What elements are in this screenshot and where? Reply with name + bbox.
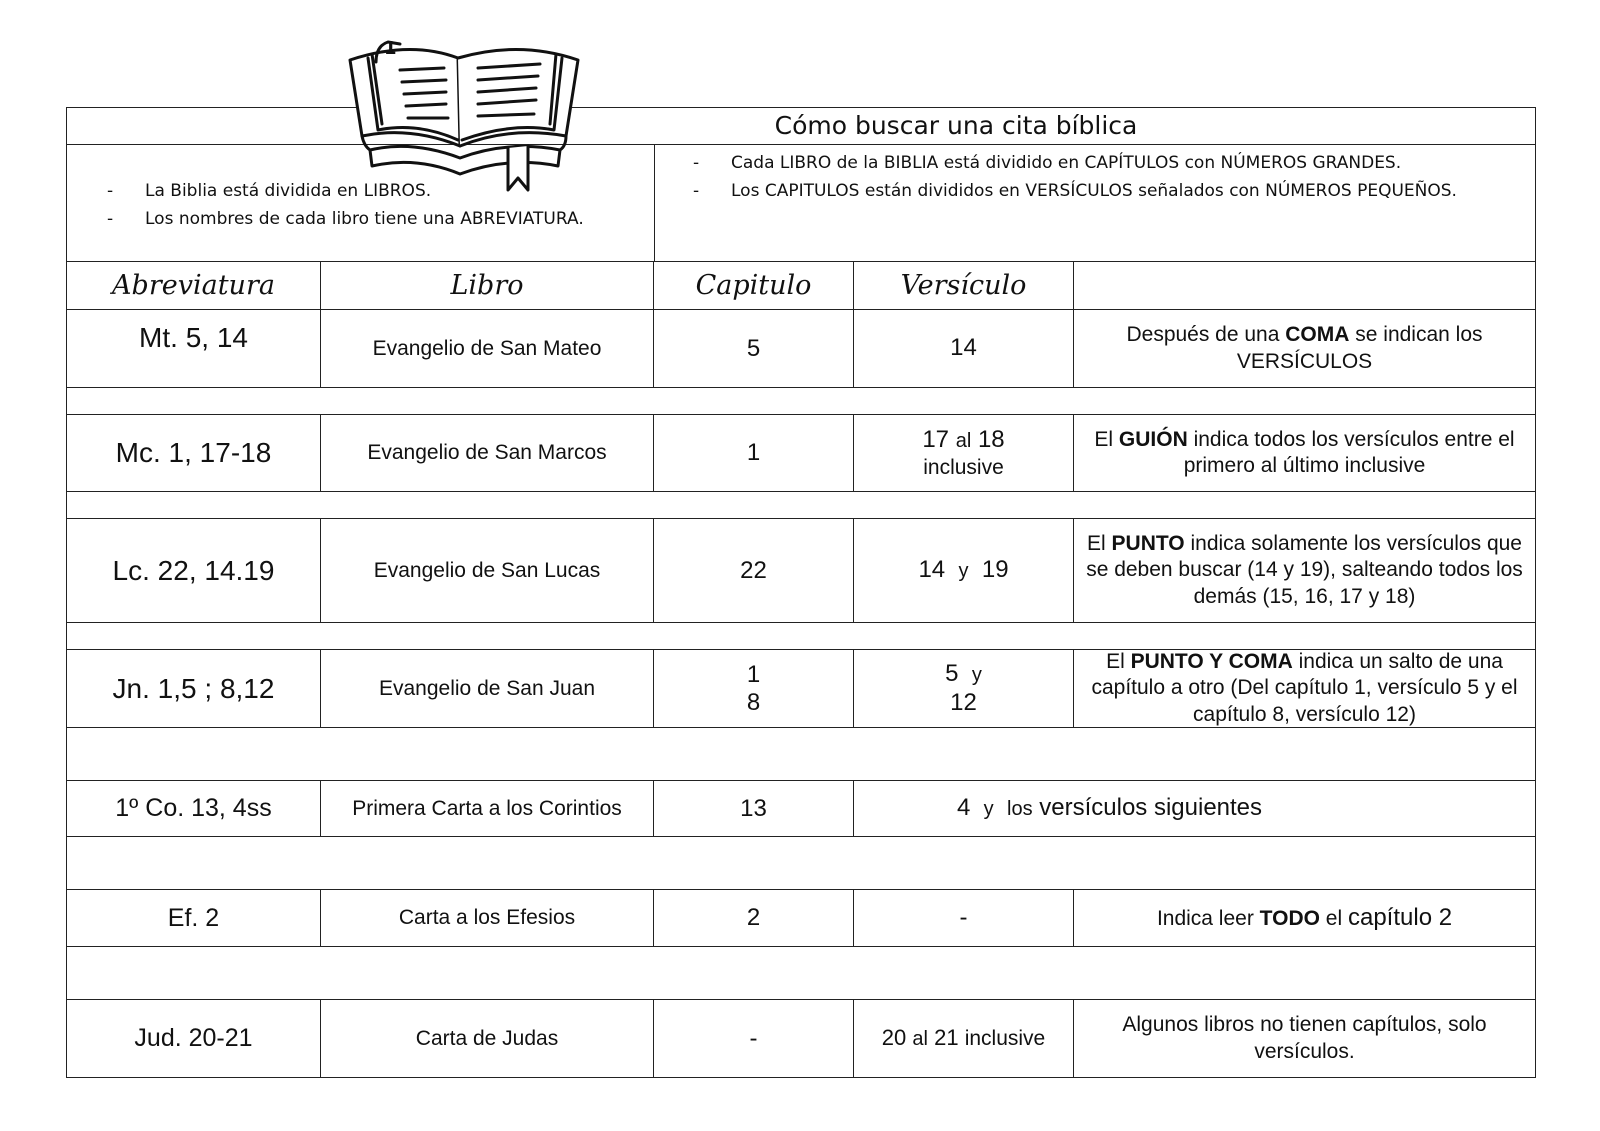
column-header — [1074, 262, 1535, 310]
open-book-icon — [340, 18, 590, 193]
page-title: Cómo buscar una cita bíblica — [774, 111, 1138, 140]
intro-text: Los CAPITULOS están divididos en VERSÍCULOS señalados con NÚMEROS PEQUEÑOS. — [731, 181, 1457, 201]
verse-description: versículos siguientes — [1039, 794, 1263, 822]
row-spacer — [67, 492, 1535, 519]
column-header: Versículo — [854, 262, 1074, 310]
chapter-cell: 13 — [654, 781, 854, 837]
intro-right-panel — [655, 145, 1535, 261]
verse-connector: al — [955, 430, 972, 452]
verse-start: 14 — [918, 556, 946, 584]
intro-right-list — [693, 149, 1473, 205]
citation-table — [66, 107, 1536, 1078]
list-item — [693, 149, 1473, 177]
abbreviation-cell: Jn. 1,5 ; 8,12 — [67, 650, 321, 728]
book-cell: Evangelio de San Lucas — [321, 519, 654, 623]
verse-start: 20 — [881, 1025, 907, 1051]
chapter-cell: 22 — [654, 519, 854, 623]
verse-qualifier: inclusive — [923, 455, 1004, 479]
book-cell: Evangelio de San Marcos — [321, 415, 654, 492]
row-spacer — [67, 728, 1535, 781]
chapter-first: 1 — [746, 660, 761, 688]
note-keyword: PUNTO — [1111, 532, 1185, 556]
verse-end: 19 — [981, 556, 1009, 584]
abbreviation-cell: Lc. 22, 14.19 — [67, 519, 321, 623]
verse-start: 17 — [922, 426, 950, 453]
verse-cell: 14 — [854, 310, 1074, 388]
chapter-second: 8 — [746, 688, 761, 716]
verse-connector: los — [1007, 798, 1033, 821]
verse-start: 4 — [956, 794, 971, 822]
explanation-cell — [1074, 310, 1535, 388]
explanation-cell — [1074, 519, 1535, 623]
explanation-cell — [1074, 890, 1535, 947]
verse-connector: y — [971, 663, 982, 686]
book-cell: Evangelio de San Juan — [321, 650, 654, 728]
note-text: El — [1087, 532, 1112, 556]
abbreviation-cell: Mc. 1, 17-18 — [67, 415, 321, 492]
chapter-cell — [654, 650, 854, 728]
bullet-dash: - — [107, 181, 114, 201]
note-text: El — [1094, 427, 1119, 451]
row-spacer — [67, 388, 1535, 415]
verse-connector: y — [983, 798, 994, 821]
verse-connector: al — [912, 1028, 928, 1051]
column-header: Abreviatura — [67, 262, 321, 310]
row-spacer — [67, 837, 1535, 890]
bullet-dash: - — [107, 209, 114, 229]
bullet-dash: - — [693, 181, 700, 201]
intro-row — [66, 144, 1536, 261]
book-page-number: 1 — [384, 38, 397, 59]
note-text: capítulo 2 — [1347, 904, 1453, 931]
verse-qualifier: inclusive — [964, 1027, 1046, 1051]
book-cell: Carta de Judas — [321, 1000, 654, 1078]
column-header: Libro — [321, 262, 654, 310]
note-text: Después de una — [1126, 323, 1286, 347]
citation-grid — [66, 261, 1536, 1078]
note-text: El — [1106, 650, 1131, 674]
abbreviation-cell: Jud. 20-21 — [67, 1000, 321, 1078]
chapter-cell: 5 — [654, 310, 854, 388]
row-spacer — [67, 623, 1535, 650]
verse-end: 18 — [977, 426, 1005, 453]
note-text: indica solamente los versículos que se deben buscar (14 y 19), salteando todos los demás (15, 16, 17 y 18) — [1086, 532, 1523, 608]
verse-connector: y — [958, 560, 969, 583]
note-text: el — [1319, 907, 1348, 930]
book-cell: Primera Carta a los Corintios — [321, 781, 654, 837]
book-cell: Evangelio de San Mateo — [321, 310, 654, 388]
note-keyword: COMA — [1285, 323, 1350, 347]
verse-first: 5 — [945, 659, 959, 687]
title-row — [66, 107, 1536, 144]
list-item — [693, 177, 1473, 205]
note-keyword: PUNTO Y COMA — [1130, 650, 1293, 674]
note-keyword: GUIÓN — [1118, 427, 1188, 451]
book-cell: Carta a los Efesios — [321, 890, 654, 947]
chapter-cell: - — [654, 1000, 854, 1078]
list-item — [107, 205, 584, 233]
verse-cell — [854, 415, 1074, 492]
abbreviation-cell: Ef. 2 — [67, 890, 321, 947]
bullet-dash: - — [693, 153, 700, 173]
note-keyword: TODO — [1259, 907, 1320, 930]
note-text: indica todos los versículos entre el primero al último inclusive — [1183, 427, 1515, 477]
chapter-cell: 1 — [654, 415, 854, 492]
verse-cell — [854, 1000, 1074, 1078]
explanation-cell: Algunos libros no tienen capítulos, solo versículos. — [1074, 1000, 1535, 1078]
verse-cell — [854, 781, 1535, 837]
verse-second: 12 — [950, 688, 977, 716]
intro-text: La Biblia está dividida en LIBROS. — [145, 181, 432, 201]
verse-cell — [854, 519, 1074, 623]
intro-text: Cada LIBRO de la BIBLIA está dividido en CAPÍTULOS con NÚMEROS GRANDES. — [731, 153, 1402, 173]
verse-cell — [854, 650, 1074, 728]
verse-cell: - — [854, 890, 1074, 947]
chapter-cell: 2 — [654, 890, 854, 947]
note-text: indica un salto de una capítulo a otro (Del capítulo 1, versículo 5 y el capítulo 8, versículo 12) — [1091, 650, 1518, 726]
verse-end: 21 — [934, 1025, 959, 1051]
row-spacer — [67, 947, 1535, 1000]
abbreviation-cell: Mt. 5, 14 — [67, 310, 321, 388]
abbreviation-cell: 1º Co. 13, 4ss — [67, 781, 321, 837]
explanation-cell — [1074, 650, 1535, 728]
explanation-cell — [1074, 415, 1535, 492]
note-text: Indica leer — [1156, 907, 1260, 930]
note-text: se indican los VERSÍCULOS — [1236, 323, 1483, 373]
column-header: Capitulo — [654, 262, 854, 310]
intro-text: Los nombres de cada libro tiene una ABREVIATURA. — [145, 209, 584, 229]
